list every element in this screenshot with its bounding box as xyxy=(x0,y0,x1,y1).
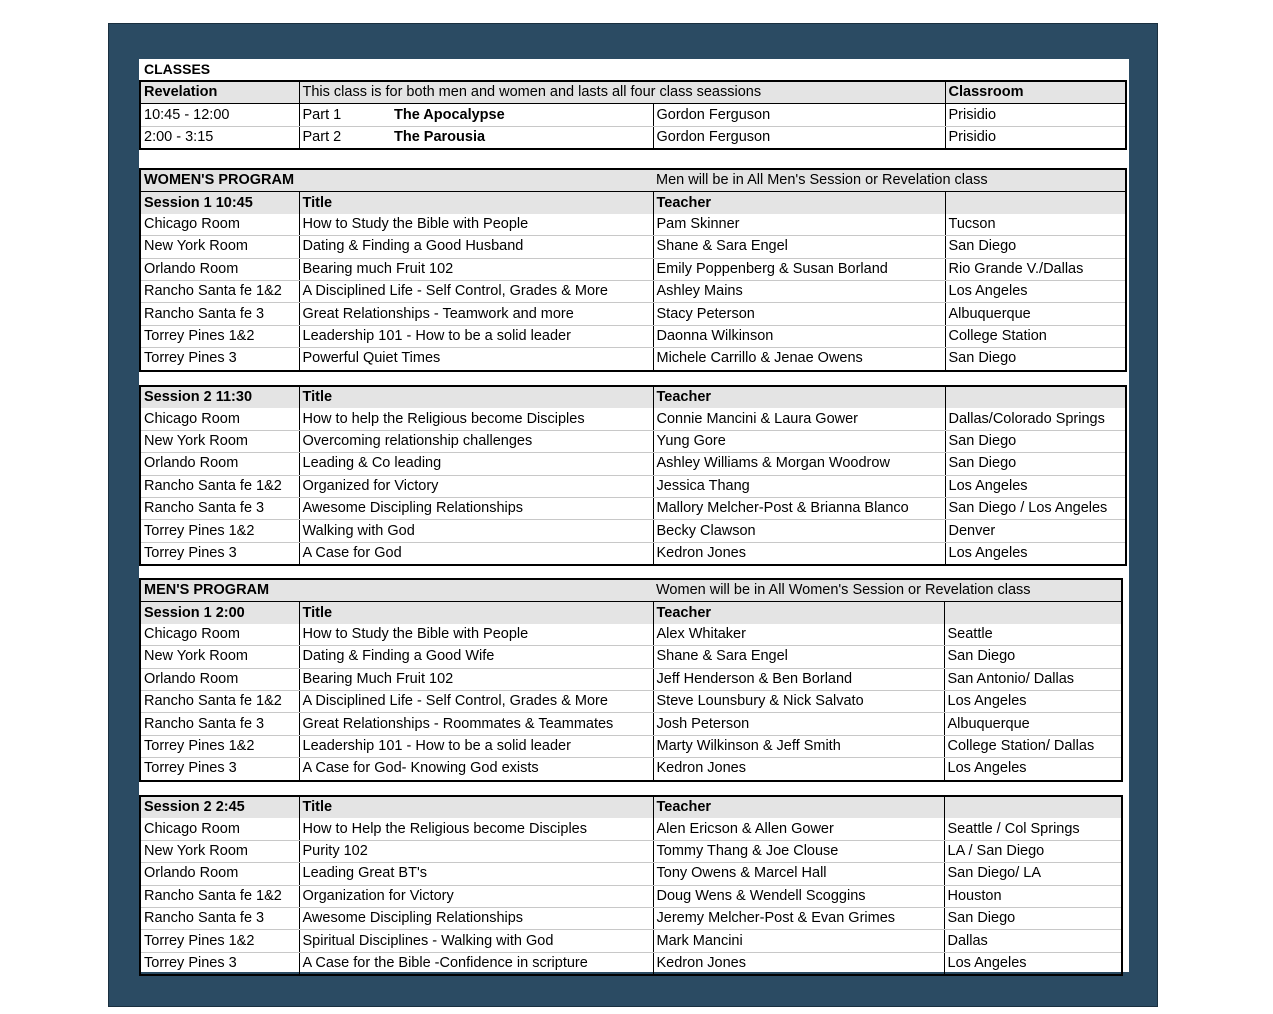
location: San Diego xyxy=(948,350,1017,367)
session-title: Dating & Finding a Good Wife xyxy=(299,646,653,668)
class-name: Revelation xyxy=(140,81,299,104)
location-label xyxy=(944,602,1122,624)
class-teacher: Gordon Ferguson xyxy=(653,104,945,126)
mens-program-session-1 xyxy=(139,578,1125,782)
location: San Diego / Los Angeles xyxy=(945,497,1126,519)
schedule-row xyxy=(140,758,1122,781)
schedule-row xyxy=(140,303,1126,325)
schedule-row xyxy=(140,348,1126,371)
schedule-row xyxy=(140,520,1126,542)
room-name: Torrey Pines 3 xyxy=(140,758,299,781)
schedule-row xyxy=(140,885,1122,907)
session-title: How to Study the Bible with People xyxy=(299,624,653,646)
womens-program-session-1 xyxy=(139,168,1129,372)
class-description: This class is for both men and women and lasts all four class seassions xyxy=(299,81,945,104)
room-name: Orlando Room xyxy=(140,258,299,280)
session-title: Awesome Discipling Relationships xyxy=(299,497,653,519)
schedule-row xyxy=(140,863,1122,885)
teacher-name: Doug Wens & Wendell Scoggins xyxy=(653,885,944,907)
title-label: Title xyxy=(299,796,653,818)
teacher-name: Mallory Melcher-Post & Brianna Blanco xyxy=(653,497,945,519)
room-name: Chicago Room xyxy=(140,214,299,236)
teacher-label: Teacher xyxy=(653,602,944,624)
location: Albuquerque xyxy=(944,713,1122,735)
session-header-row xyxy=(140,386,1126,408)
title-label: Title xyxy=(299,192,653,214)
program-title: WOMEN'S PROGRAM xyxy=(140,169,653,192)
teacher-name: Ashley Mains xyxy=(653,280,945,302)
location: Los Angeles xyxy=(947,954,1027,971)
classes-header-row xyxy=(140,81,1126,104)
program-note: Women will be in All Women's Session or Revelation class xyxy=(653,579,1122,602)
session-title: A Disciplined Life - Self Control, Grades & More xyxy=(299,690,653,712)
room-name: Chicago Room xyxy=(140,818,299,840)
session-title: A Case for God- Knowing God exists xyxy=(299,758,653,781)
location: College Station xyxy=(945,325,1126,347)
teacher-name: Becky Clawson xyxy=(653,520,945,542)
room-name: Rancho Santa fe 1&2 xyxy=(140,690,299,712)
classes-section xyxy=(139,59,1129,150)
session-title: Purity 102 xyxy=(299,840,653,862)
session-title: Great Relationships - Roommates & Teammates xyxy=(299,713,653,735)
schedule-row xyxy=(140,236,1126,258)
session-title: How to Study the Bible with People xyxy=(299,214,653,236)
location: Los Angeles xyxy=(944,690,1122,712)
classroom-label: Classroom xyxy=(945,81,1126,104)
schedule-row xyxy=(140,952,1122,975)
teacher-name: Tommy Thang & Joe Clouse xyxy=(653,840,944,862)
location: San Diego xyxy=(944,646,1122,668)
class-room: Prisidio xyxy=(945,104,1126,126)
mens-program-session-2 xyxy=(139,795,1125,976)
schedule-row xyxy=(140,713,1122,735)
teacher-name: Alen Ericson & Allen Gower xyxy=(653,818,944,840)
teacher-name: Emily Poppenberg & Susan Borland xyxy=(653,258,945,280)
session-title: How to Help the Religious become Disciples xyxy=(299,818,653,840)
teacher-name: Kedron Jones xyxy=(653,952,944,975)
room-name: Rancho Santa fe 1&2 xyxy=(140,280,299,302)
teacher-name: Steve Lounsbury & Nick Salvato xyxy=(653,690,944,712)
teacher-name: Marty Wilkinson & Jeff Smith xyxy=(653,735,944,757)
session-header-row xyxy=(140,796,1122,818)
schedule-row xyxy=(140,542,1126,565)
program-title: MEN'S PROGRAM xyxy=(140,579,653,602)
location: Dallas xyxy=(944,930,1122,952)
teacher-name: Jeremy Melcher-Post & Evan Grimes xyxy=(653,907,944,929)
location: San Diego xyxy=(945,236,1126,258)
classes-title: CLASSES xyxy=(144,61,211,77)
session-title: Bearing much Fruit 102 xyxy=(299,258,653,280)
schedule-sheet xyxy=(139,59,1129,972)
location: San Diego xyxy=(944,907,1122,929)
schedule-table xyxy=(139,795,1123,976)
session-title: Powerful Quiet Times xyxy=(299,348,653,371)
session-title: Walking with God xyxy=(299,520,653,542)
session-title: Leadership 101 - How to be a solid leader xyxy=(299,325,653,347)
teacher-name: Mark Mancini xyxy=(653,930,944,952)
room-name: Torrey Pines 3 xyxy=(140,952,299,975)
session-title: Leadership 101 - How to be a solid leader xyxy=(299,735,653,757)
location: Los Angeles xyxy=(947,760,1027,777)
session-title: Leading Great BT's xyxy=(299,863,653,885)
class-time: 10:45 - 12:00 xyxy=(140,104,299,126)
location: Los Angeles xyxy=(945,475,1126,497)
teacher-label: Teacher xyxy=(653,192,945,214)
teacher-name: Tony Owens & Marcel Hall xyxy=(653,863,944,885)
session-label: Session 2 2:45 xyxy=(140,796,299,818)
class-teacher: Gordon Ferguson xyxy=(653,126,945,149)
location-label xyxy=(944,796,1122,818)
session-label: Session 1 10:45 xyxy=(140,192,299,214)
teacher-name: Connie Mancini & Laura Gower xyxy=(653,408,945,430)
session-header-row xyxy=(140,192,1126,214)
room-name: Rancho Santa fe 3 xyxy=(140,303,299,325)
session-rows xyxy=(140,624,1122,781)
teacher-name: Josh Peterson xyxy=(653,713,944,735)
room-name: Orlando Room xyxy=(140,453,299,475)
session-title: Bearing Much Fruit 102 xyxy=(299,668,653,690)
location: Albuquerque xyxy=(945,303,1126,325)
program-header-row xyxy=(140,169,1126,192)
schedule-row xyxy=(140,214,1126,236)
location: Houston xyxy=(944,885,1122,907)
womens-program-session-2 xyxy=(139,385,1129,566)
classes-row xyxy=(140,104,1126,126)
room-name: Torrey Pines 1&2 xyxy=(140,325,299,347)
room-name: Orlando Room xyxy=(140,863,299,885)
schedule-table xyxy=(139,168,1127,372)
schedule-table xyxy=(139,385,1127,566)
location: College Station/ Dallas xyxy=(944,735,1122,757)
session-title: Leading & Co leading xyxy=(299,453,653,475)
session-rows xyxy=(140,818,1122,975)
room-name: Torrey Pines 3 xyxy=(140,542,299,565)
classes-row xyxy=(140,126,1126,149)
teacher-label: Teacher xyxy=(653,386,945,408)
schedule-row xyxy=(140,646,1122,668)
session-title: Organized for Victory xyxy=(299,475,653,497)
session-title: A Case for the Bible -Confidence in scripture xyxy=(299,952,653,975)
session-title: Dating & Finding a Good Husband xyxy=(299,236,653,258)
session-title: A Case for God xyxy=(299,542,653,565)
location: Rio Grande V./Dallas xyxy=(945,258,1126,280)
class-title: The Parousia xyxy=(391,126,653,149)
schedule-row xyxy=(140,280,1126,302)
title-label: Title xyxy=(299,602,653,624)
room-name: Torrey Pines 1&2 xyxy=(140,735,299,757)
program-note: Men will be in All Men's Session or Revelation class xyxy=(653,169,1126,192)
teacher-name: Daonna Wilkinson xyxy=(653,325,945,347)
location: San Diego/ LA xyxy=(944,863,1122,885)
location: Seattle xyxy=(944,624,1122,646)
schedule-row xyxy=(140,258,1126,280)
program-header-row xyxy=(140,579,1122,602)
location: San Antonio/ Dallas xyxy=(944,668,1122,690)
location: Los Angeles xyxy=(945,280,1126,302)
teacher-name: Ashley Williams & Morgan Woodrow xyxy=(653,453,945,475)
room-name: Rancho Santa fe 1&2 xyxy=(140,885,299,907)
teacher-name: Jessica Thang xyxy=(653,475,945,497)
room-name: New York Room xyxy=(140,840,299,862)
location-label xyxy=(945,192,1126,214)
teacher-name: Shane & Sara Engel xyxy=(653,236,945,258)
session-title: Awesome Discipling Relationships xyxy=(299,907,653,929)
room-name: Orlando Room xyxy=(140,668,299,690)
session-rows xyxy=(140,214,1126,371)
teacher-name: Michele Carrillo & Jenae Owens xyxy=(653,348,945,371)
schedule-row xyxy=(140,325,1126,347)
teacher-name: Kedron Jones xyxy=(653,542,945,565)
room-name: New York Room xyxy=(140,236,299,258)
location: Seattle / Col Springs xyxy=(944,818,1122,840)
location: Los Angeles xyxy=(948,544,1028,561)
title-label: Title xyxy=(299,386,653,408)
schedule-row xyxy=(140,668,1122,690)
room-name: Rancho Santa fe 1&2 xyxy=(140,475,299,497)
location: San Diego xyxy=(945,430,1126,452)
class-room: Prisidio xyxy=(948,128,997,145)
session-title: Organization for Victory xyxy=(299,885,653,907)
room-name: Torrey Pines 1&2 xyxy=(140,930,299,952)
session-title: Great Relationships - Teamwork and more xyxy=(299,303,653,325)
teacher-name: Shane & Sara Engel xyxy=(653,646,944,668)
schedule-row xyxy=(140,690,1122,712)
schedule-row xyxy=(140,930,1122,952)
location: LA / San Diego xyxy=(944,840,1122,862)
location: Dallas/Colorado Springs xyxy=(945,408,1126,430)
schedule-row xyxy=(140,430,1126,452)
location-label xyxy=(945,386,1126,408)
room-name: Torrey Pines 1&2 xyxy=(140,520,299,542)
teacher-name: Yung Gore xyxy=(653,430,945,452)
room-name: Rancho Santa fe 3 xyxy=(140,907,299,929)
class-time: 2:00 - 3:15 xyxy=(140,126,299,149)
schedule-table xyxy=(139,578,1123,782)
schedule-row xyxy=(140,624,1122,646)
session-label: Session 2 11:30 xyxy=(140,386,299,408)
session-label: Session 1 2:00 xyxy=(140,602,299,624)
class-part: Part 1 xyxy=(299,104,391,126)
schedule-row xyxy=(140,497,1126,519)
class-title: The Apocalypse xyxy=(391,104,653,126)
schedule-row xyxy=(140,840,1122,862)
room-name: New York Room xyxy=(140,430,299,452)
teacher-name: Kedron Jones xyxy=(653,758,944,781)
location: Tucson xyxy=(945,214,1126,236)
schedule-row xyxy=(140,907,1122,929)
location: Denver xyxy=(945,520,1126,542)
teacher-name: Pam Skinner xyxy=(653,214,945,236)
class-part: Part 2 xyxy=(302,128,342,145)
teacher-name: Jeff Henderson & Ben Borland xyxy=(653,668,944,690)
session-title: Overcoming relationship challenges xyxy=(299,430,653,452)
session-rows xyxy=(140,408,1126,565)
room-name: Rancho Santa fe 3 xyxy=(140,713,299,735)
schedule-row xyxy=(140,453,1126,475)
schedule-row xyxy=(140,818,1122,840)
teacher-name: Stacy Peterson xyxy=(653,303,945,325)
teacher-name: Alex Whitaker xyxy=(653,624,944,646)
room-name: Chicago Room xyxy=(140,624,299,646)
classes-table xyxy=(139,80,1127,150)
room-name: Chicago Room xyxy=(140,408,299,430)
schedule-row xyxy=(140,408,1126,430)
teacher-label: Teacher xyxy=(653,796,944,818)
location: San Diego xyxy=(945,453,1126,475)
schedule-row xyxy=(140,475,1126,497)
session-header-row xyxy=(140,602,1122,624)
room-name: Torrey Pines 3 xyxy=(140,348,299,371)
session-title: How to help the Religious become Disciples xyxy=(299,408,653,430)
session-title: Spiritual Disciplines - Walking with God xyxy=(299,930,653,952)
room-name: New York Room xyxy=(140,646,299,668)
session-title: A Disciplined Life - Self Control, Grades & More xyxy=(299,280,653,302)
schedule-row xyxy=(140,735,1122,757)
room-name: Rancho Santa fe 3 xyxy=(140,497,299,519)
